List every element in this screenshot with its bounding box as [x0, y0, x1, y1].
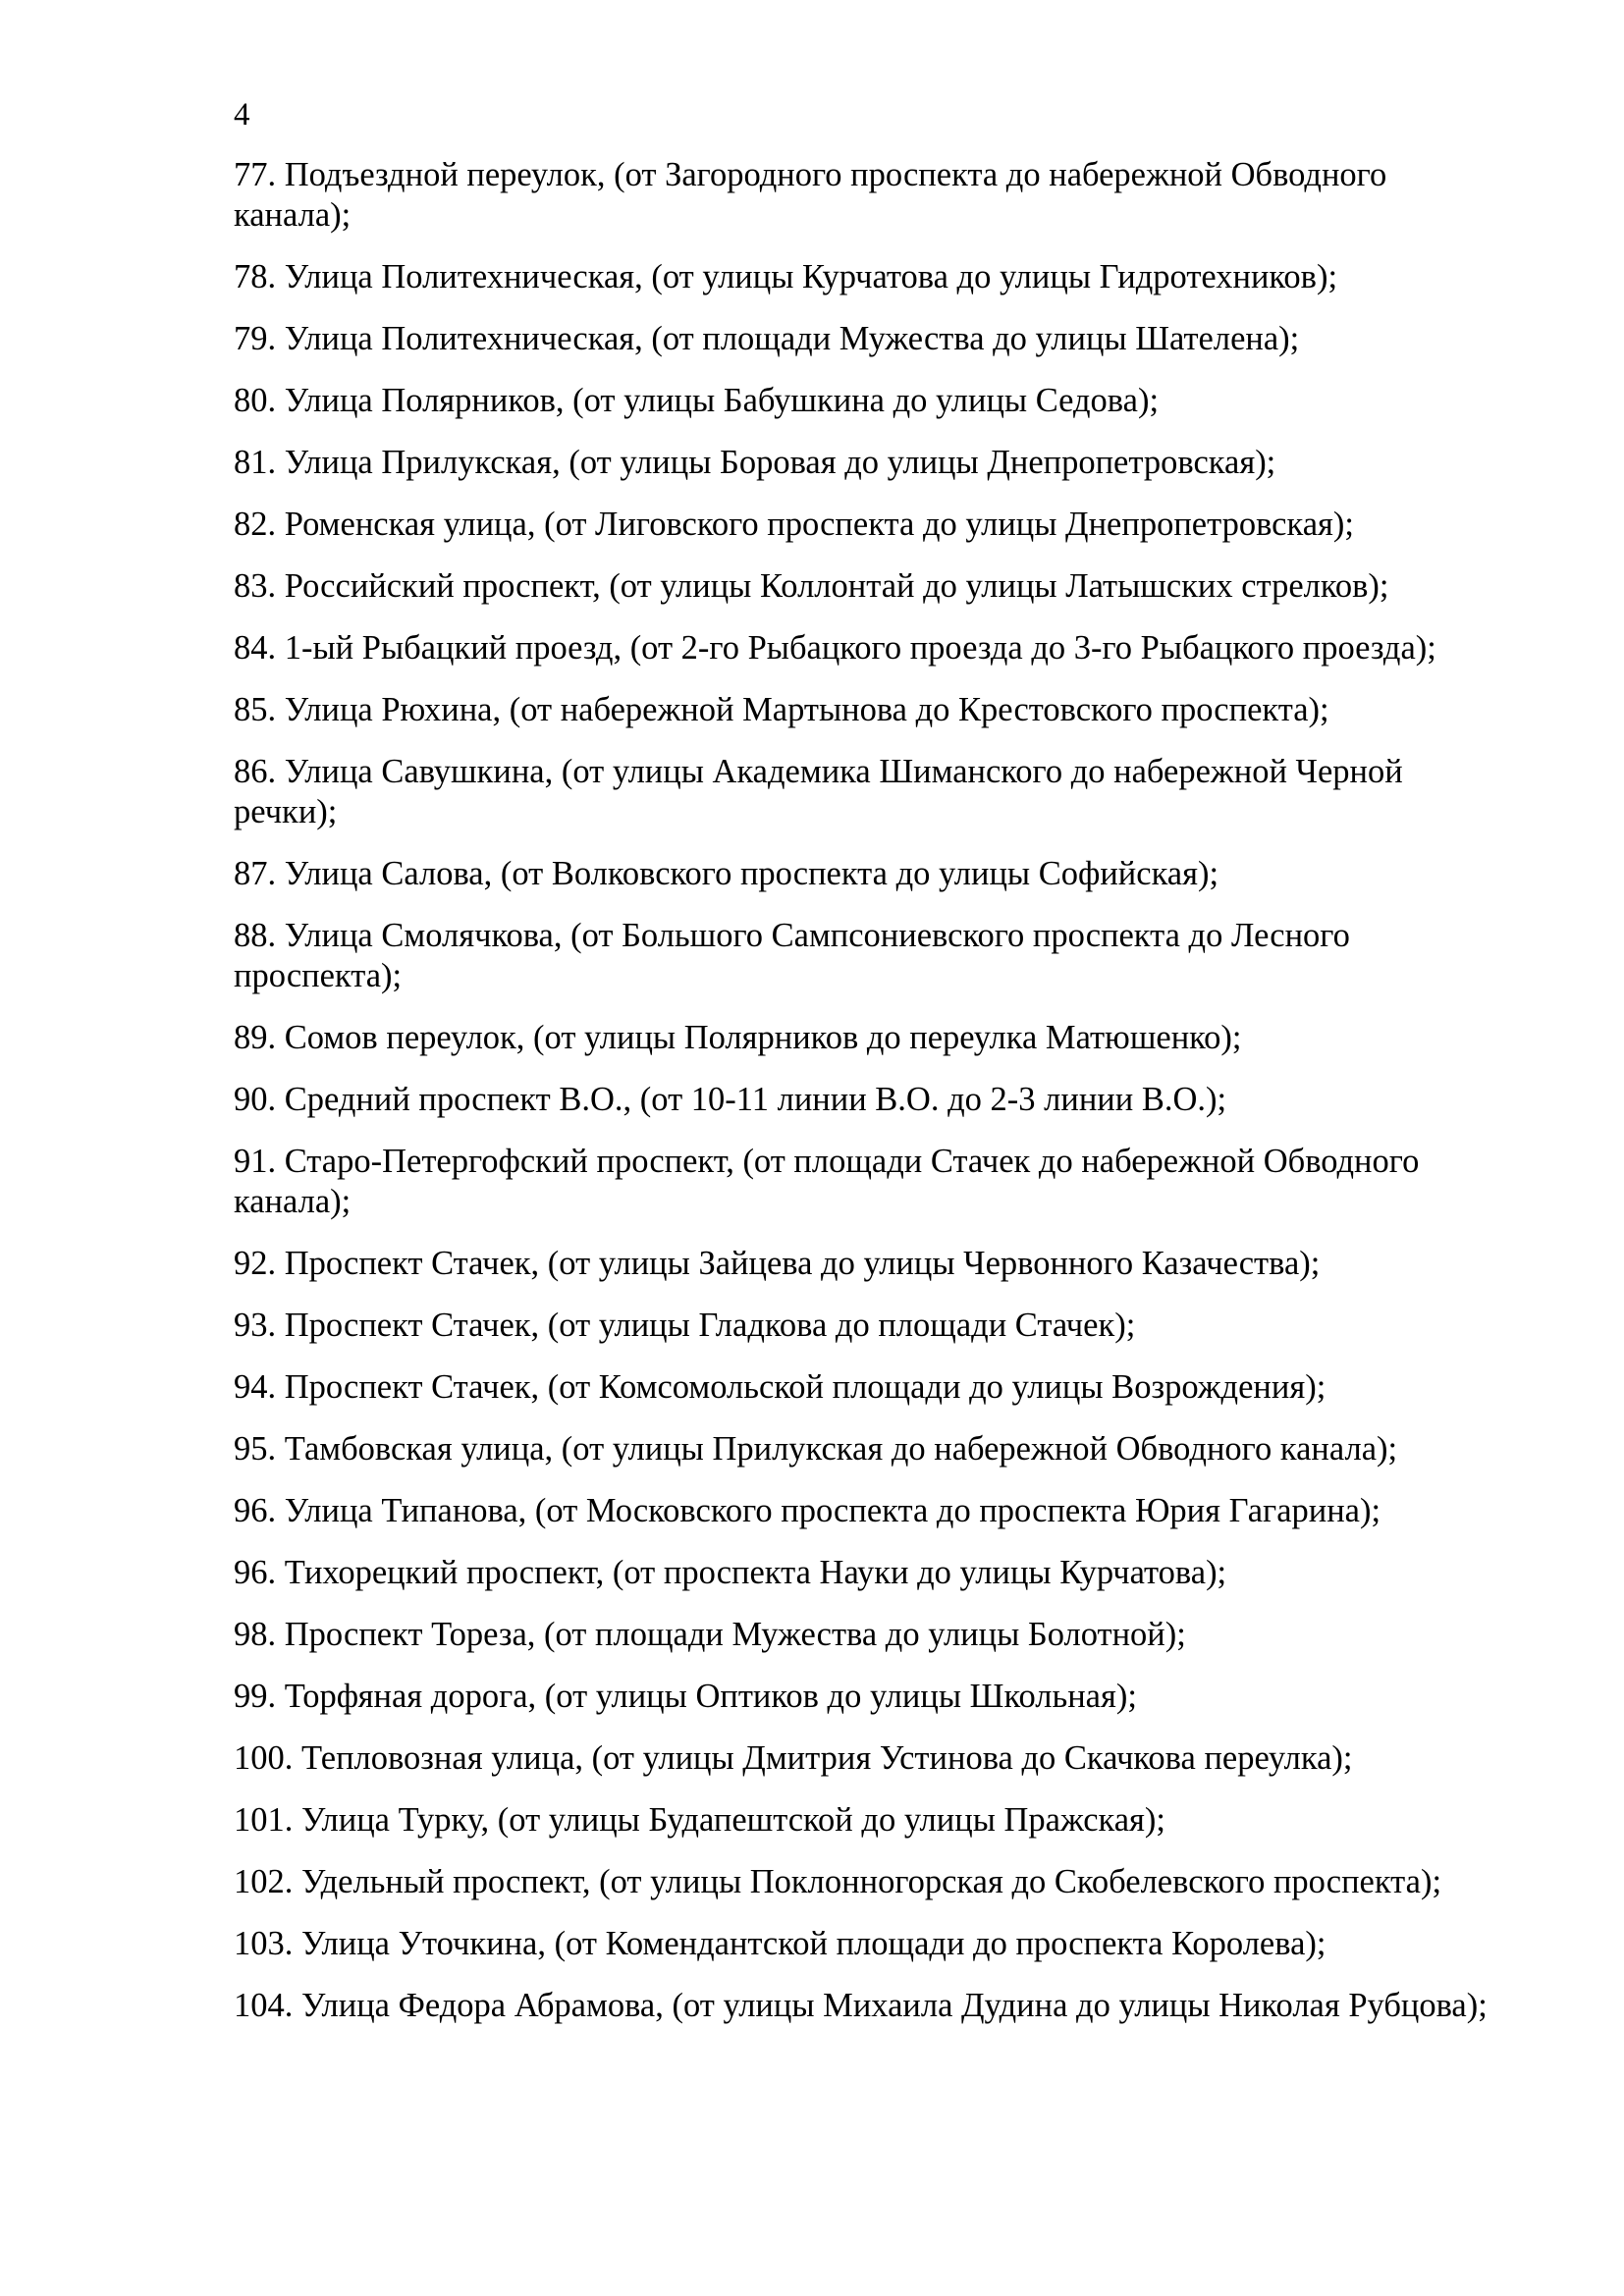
list-item: 83. Российский проспект, (от улицы Коллонтай до улицы Латышских стрелков); — [234, 567, 1389, 605]
list-item: 78. Улица Политехническая, (от улицы Курчатова до улицы Гидротехников); — [234, 258, 1338, 295]
list-item: 93. Проспект Стачек, (от улицы Гладкова до площади Стачек); — [234, 1307, 1136, 1344]
list-item: 104. Улица Федора Абрамова, (от улицы Михаила Дудина до улицы Николая Рубцова); — [234, 1987, 1488, 2024]
list-item: 86. Улица Савушкина, (от улицы Академика Шиманского до набережной Черной речки); — [234, 753, 1403, 830]
list-item: 99. Торфяная дорога, (от улицы Оптиков до улицы Школьная); — [234, 1678, 1137, 1715]
list-item: 103. Улица Уточкина, (от Комендантской площади до проспекта Королева); — [234, 1925, 1326, 1962]
list-item: 95. Тамбовская улица, (от улицы Прилукская до набережной Обводного канала); — [234, 1430, 1398, 1468]
street-list — [234, 155, 1500, 2048]
list-item: 92. Проспект Стачек, (от улицы Зайцева до улицы Червонного Казачества); — [234, 1245, 1321, 1282]
list-item: 82. Роменская улица, (от Лиговского проспекта до улицы Днепропетровская); — [234, 506, 1354, 543]
page-number: 4 — [234, 97, 250, 133]
list-item: 88. Улица Смолячкова, (от Большого Сампсониевского проспекта до Лесного проспекта); — [234, 917, 1350, 994]
list-item: 90. Средний проспект В.О., (от 10-11 линии В.О. до 2-3 линии В.О.); — [234, 1081, 1227, 1118]
list-item: 79. Улица Политехническая, (от площади Мужества до улицы Шателена); — [234, 320, 1300, 357]
list-item: 94. Проспект Стачек, (от Комсомольской площади до улицы Возрождения); — [234, 1368, 1326, 1406]
list-item: 91. Старо-Петергофский проспект, (от площади Стачек до набережной Обводного канала); — [234, 1143, 1420, 1220]
list-item: 98. Проспект Тореза, (от площади Мужества до улицы Болотной); — [234, 1616, 1186, 1653]
list-item: 96. Тихорецкий проспект, (от проспекта Науки до улицы Курчатова); — [234, 1554, 1227, 1591]
list-item: 102. Удельный проспект, (от улицы Поклонногорская до Скобелевского проспекта); — [234, 1863, 1442, 1900]
list-item: 80. Улица Полярников, (от улицы Бабушкина до улицы Седова); — [234, 382, 1160, 419]
list-item: 100. Тепловозная улица, (от улицы Дмитрия Устинова до Скачкова переулка); — [234, 1739, 1353, 1777]
list-item: 85. Улица Рюхина, (от набережной Мартынова до Крестовского проспекта); — [234, 691, 1329, 728]
list-item: 84. 1-ый Рыбацкий проезд, (от 2-го Рыбацкого проезда до 3-го Рыбацкого проезда); — [234, 629, 1436, 667]
list-item: 101. Улица Турку, (от улицы Будапештской до улицы Пражская); — [234, 1801, 1166, 1839]
list-item: 77. Подъездной переулок, (от Загородного проспекта до набережной Обводного канала); — [234, 156, 1387, 234]
list-item: 96. Улица Типанова, (от Московского проспекта до проспекта Юрия Гагарина); — [234, 1492, 1381, 1529]
list-item: 87. Улица Салова, (от Волковского проспекта до улицы Софийская); — [234, 855, 1219, 892]
list-item: 81. Улица Прилукская, (от улицы Боровая до улицы Днепропетровская); — [234, 444, 1276, 481]
list-item: 89. Сомов переулок, (от улицы Полярников до переулка Матюшенко); — [234, 1019, 1242, 1056]
